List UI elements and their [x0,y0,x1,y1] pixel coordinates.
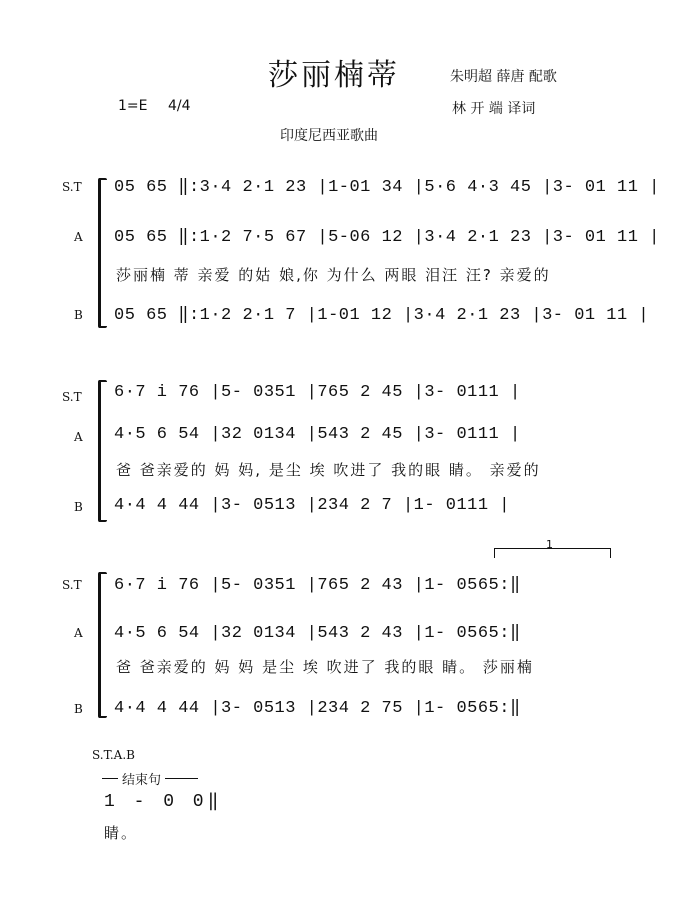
translator-credit: 林 开 端 译词 [452,101,536,117]
ending-label: 结束句 [118,769,165,788]
voice-label-b: B [74,702,83,716]
voice-label-st: S.T [62,578,82,592]
voice-label-a: A [74,230,83,244]
notes-row-st: 6·7 i 76 |5- 0351 |765 2 43 |1- 0565:‖ [114,576,521,595]
voice-label-st: S.T [62,390,82,404]
ending-lyric: 睛。 [104,824,139,842]
notes-row-b: 4·4 4 44 |3- 0513 |234 2 75 |1- 0565:‖ [114,699,521,718]
time-signature: 4/4 [168,98,191,114]
key-signature: 1=E [118,98,148,114]
song-title: 莎丽楠蒂 [268,58,400,93]
notes-row-st: 05 65 ‖:3·4 2·1 23 |1-01 34 |5·6 4·3 45 |3- 01 11 | [114,178,660,197]
notes-row-a: 4·5 6 54 |32 0134 |543 2 43 |1- 0565:‖ [114,624,521,643]
ending-voices: S.T.A.B [92,748,135,762]
lyric-row: 莎丽楠 蒂 亲爱 的姑 娘,你 为什么 两眼 泪汪 汪? 亲爱的 [116,266,551,284]
voice-label-st: S.T [62,180,82,194]
notes-row-a: 05 65 ‖:1·2 7·5 67 |5-06 12 |3·4 2·1 23 |3- 01 11 | [114,228,660,247]
staff-bracket [98,178,107,328]
notes-row-a: 4·5 6 54 |32 0134 |543 2 45 |3- 0111 | [114,425,521,444]
ending-notes: 1 - 0 0‖ [104,792,223,812]
notes-row-b: 05 65 ‖:1·2 2·1 7 |1-01 12 |3·4 2·1 23 |3- 01 11 | [114,306,650,325]
volta-tick [610,548,611,558]
notes-row-st: 6·7 i 76 |5- 0351 |765 2 45 |3- 0111 | [114,383,521,402]
voice-label-b: B [74,308,83,322]
lyric-row: 爸 爸亲爱的 妈 妈, 是尘 埃 吹进了 我的眼 睛。 亲爱的 [116,461,541,479]
arranger-credit: 朱明超 薛唐 配歌 [450,69,557,85]
voice-label-b: B [74,500,83,514]
volta-number: 1 [546,538,553,551]
staff-bracket [98,380,107,522]
lyric-row: 爸 爸亲爱的 妈 妈 是尘 埃 吹进了 我的眼 睛。 莎丽楠 [116,658,534,676]
voice-label-a: A [74,430,83,444]
song-subtitle: 印度尼西亚歌曲 [280,128,378,144]
notes-row-b: 4·4 4 44 |3- 0513 |234 2 7 |1- 0111 | [114,496,510,515]
volta-tick [494,548,495,558]
staff-bracket [98,572,107,718]
voice-label-a: A [74,626,83,640]
